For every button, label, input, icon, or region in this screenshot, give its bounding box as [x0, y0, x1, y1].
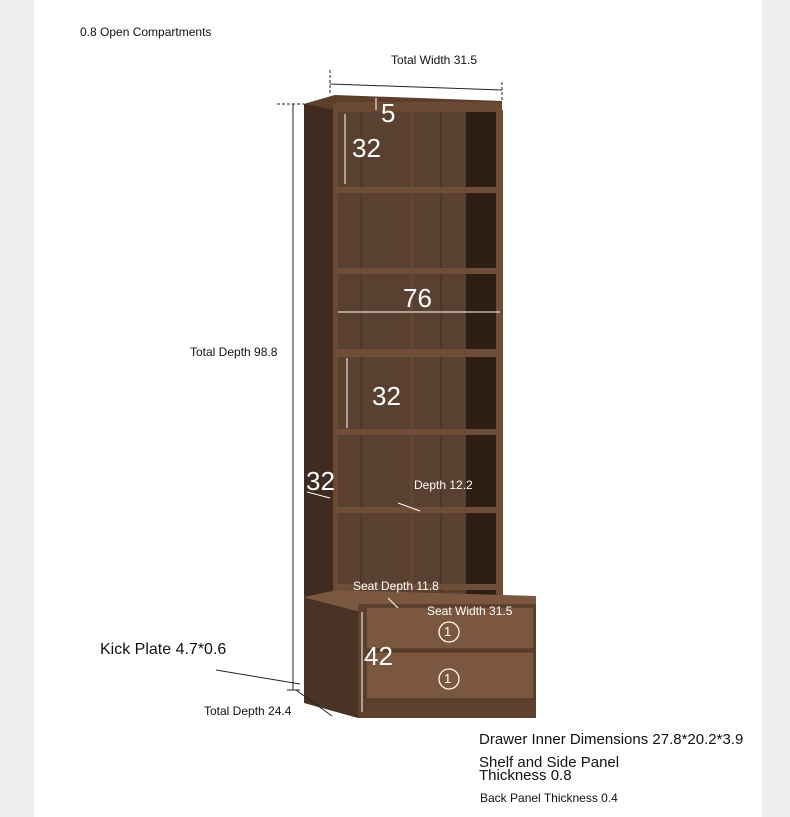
- shelf: [336, 429, 500, 435]
- back-panel-thickness-label: Back Panel Thickness 0.4: [480, 791, 618, 805]
- shelf-side-thickness-line1: Shelf and Side Panel: [479, 754, 620, 771]
- shelf-side-thickness-line2: Thickness 0.8: [479, 767, 572, 784]
- shelf: [336, 349, 500, 357]
- shelf-2-dimension: 32: [372, 381, 401, 411]
- kick-plate-label: Kick Plate 4.7*0.6: [100, 641, 227, 658]
- drawer-1-badge-number: 1: [444, 624, 452, 639]
- base-side: [304, 597, 358, 718]
- total-depth-bottom-label: Total Depth 24.4: [204, 704, 292, 718]
- shelf: [336, 187, 500, 193]
- depth-shelf-label: Depth 12.2: [414, 478, 473, 492]
- seat-width-label: Seat Width 31.5: [427, 604, 513, 618]
- total-depth-main-label: Total Depth 98.8: [190, 345, 278, 359]
- drawer-inner-label: Drawer Inner Dimensions 27.8*20.2*3.9: [479, 731, 744, 748]
- total-width-label: Total Width 31.5: [391, 53, 478, 67]
- seat-depth-label: Seat Depth 11.8: [353, 579, 439, 593]
- open-compartments-label: 0.8 Open Compartments: [80, 25, 212, 39]
- drawer-height-dimension: 42: [364, 641, 393, 671]
- shelf-1-dimension: 32: [352, 133, 381, 163]
- side-32-dimension: 32: [306, 466, 335, 496]
- shelf: [336, 268, 500, 274]
- top-gap-dimension: 5: [381, 98, 396, 128]
- inner-width-dimension: 76: [403, 283, 432, 313]
- drawer-2-badge-number: 1: [444, 671, 452, 686]
- left-side-panel: [304, 95, 335, 598]
